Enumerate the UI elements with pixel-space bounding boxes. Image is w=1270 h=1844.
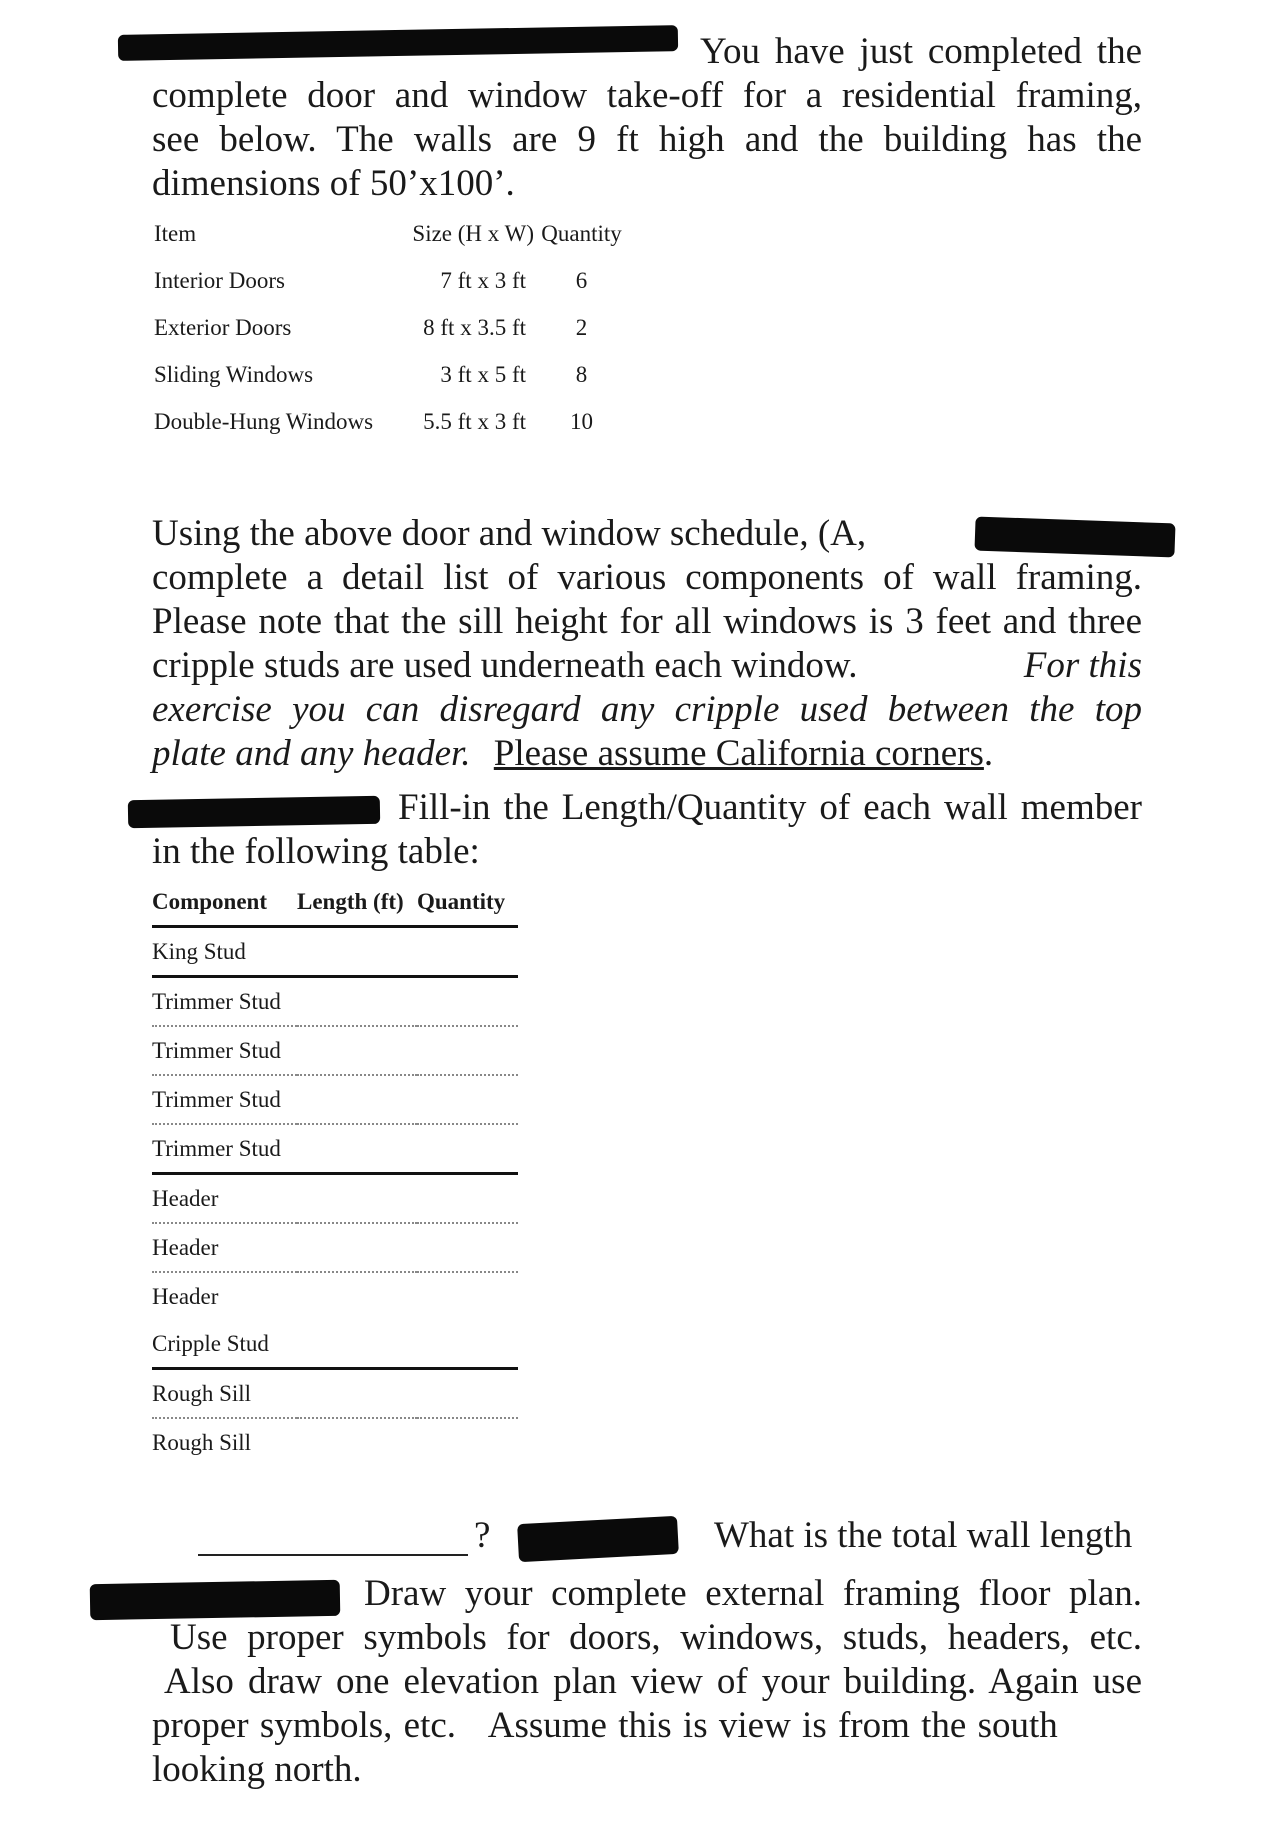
fill-line-1: Fill-in the Length/Quantity of each wall member (398, 787, 1142, 828)
schedule-size: 5.5 ft x 3 ft (423, 408, 526, 434)
instructions-period: . (983, 733, 994, 774)
schedule-item: Double-Hung Windows (154, 408, 374, 434)
intro-line-1: You have just completed the (700, 31, 1142, 72)
schedule-item: Exterior Doors (154, 314, 292, 340)
components-row (152, 1174, 518, 1224)
california-corners-note: Please assume California corners (493, 733, 984, 774)
components-table (152, 878, 518, 1466)
draw-line-5: looking north. (152, 1749, 362, 1790)
component-quantity-cell[interactable] (417, 1075, 518, 1124)
draw-line-2: Use proper symbols for doors, windows, studs, headers, etc. (170, 1617, 1142, 1658)
draw-line-4: proper symbols, etc. Assume this is view is from the south (152, 1705, 1058, 1746)
intro-line-3: see below. The walls are 9 ft high and the building has the (152, 119, 1142, 160)
component-name: Header (152, 1223, 297, 1272)
component-length-cell[interactable] (297, 927, 417, 977)
components-header-quantity: Quantity (417, 878, 518, 927)
component-quantity-cell[interactable] (417, 1418, 518, 1466)
schedule-header-size: Size (H x W) (412, 220, 534, 246)
schedule-row (154, 304, 629, 351)
instructions-line-1: Using the above door and window schedule, (A, (152, 513, 867, 554)
door-window-schedule (154, 210, 629, 445)
instructions-line-4b: For this (1023, 645, 1142, 686)
component-name: King Stud (152, 927, 297, 977)
component-length-cell[interactable] (297, 1026, 417, 1075)
schedule-header-row (154, 210, 629, 257)
answer-blank-line[interactable] (198, 1520, 468, 1556)
redaction-mark (128, 796, 380, 828)
redaction-mark (974, 517, 1175, 558)
components-row (152, 977, 518, 1027)
instructions-line-4a: cripple studs are used underneath each window. (152, 645, 858, 686)
instructions-line-2: complete a detail list of various components of wall framing. (152, 557, 1142, 598)
components-row (152, 1124, 518, 1174)
components-row (152, 1075, 518, 1124)
component-name: Trimmer Stud (152, 1124, 297, 1174)
component-quantity-cell[interactable] (417, 1026, 518, 1075)
schedule-quantity: 6 (575, 267, 588, 293)
component-length-cell[interactable] (297, 1124, 417, 1174)
component-quantity-cell[interactable] (417, 977, 518, 1027)
components-row (152, 1026, 518, 1075)
schedule-header-quantity: Quantity (541, 220, 622, 246)
component-length-cell[interactable] (297, 1369, 417, 1419)
component-length-cell[interactable] (297, 1223, 417, 1272)
component-quantity-cell[interactable] (417, 1369, 518, 1419)
redaction-mark (90, 1580, 341, 1620)
redaction-mark (118, 25, 678, 61)
component-quantity-cell[interactable] (417, 1174, 518, 1224)
component-length-cell[interactable] (297, 1272, 417, 1320)
component-name: Header (152, 1174, 297, 1224)
component-name: Rough Sill (152, 1429, 252, 1455)
components-row (152, 1369, 518, 1419)
schedule-quantity: 2 (575, 314, 588, 340)
question-prefix: ? (474, 1515, 491, 1556)
components-row (152, 1320, 518, 1369)
components-row (152, 1272, 518, 1320)
instructions-line-4 (152, 644, 1142, 688)
component-name: Cripple Stud (152, 1320, 297, 1369)
component-length-cell[interactable] (297, 1075, 417, 1124)
components-row (152, 1418, 518, 1466)
instructions-line-6a: plate and any header. (152, 733, 471, 774)
schedule-size: 3 ft x 5 ft (440, 361, 526, 387)
fill-line-2: in the following table: (152, 831, 480, 872)
schedule-quantity: 8 (575, 361, 588, 387)
instructions-line-6 (152, 732, 1142, 776)
component-name: Trimmer Stud (152, 1026, 297, 1075)
components-header-row (152, 878, 518, 927)
instructions-line-3: Please note that the sill height for all windows is 3 feet and three (152, 601, 1142, 642)
intro-line-2: complete door and window take-off for a residential framing, (152, 75, 1142, 116)
component-length-cell[interactable] (297, 1320, 417, 1369)
component-length-cell[interactable] (297, 1418, 417, 1466)
component-length-cell[interactable] (297, 1174, 417, 1224)
draw-line-1: Draw your complete external framing floor plan. (364, 1573, 1142, 1614)
component-quantity-cell[interactable] (417, 1272, 518, 1320)
components-header-component: Component (152, 878, 297, 927)
component-quantity-cell[interactable] (417, 1320, 518, 1369)
component-quantity-cell[interactable] (417, 927, 518, 977)
component-name: Trimmer Stud (152, 1075, 297, 1124)
schedule-size: 7 ft x 3 ft (440, 267, 526, 293)
components-row (152, 1223, 518, 1272)
component-quantity-cell[interactable] (417, 1124, 518, 1174)
schedule-row (154, 257, 629, 304)
schedule-size: 8 ft x 3.5 ft (423, 314, 526, 340)
component-length-cell[interactable] (297, 977, 417, 1027)
components-header-length: Length (ft) (297, 878, 417, 927)
component-name: Header (152, 1283, 219, 1309)
redaction-mark (517, 1516, 679, 1562)
intro-line-4: dimensions of 50’x100’. (152, 163, 515, 204)
schedule-quantity: 10 (570, 408, 593, 434)
question-text: What is the total wall length (714, 1515, 1133, 1556)
schedule-row (154, 398, 629, 445)
component-name: Trimmer Stud (152, 977, 297, 1027)
component-name: Rough Sill (152, 1369, 297, 1419)
instructions-line-5: exercise you can disregard any cripple used between the top (152, 689, 1142, 730)
components-row (152, 927, 518, 977)
schedule-row (154, 351, 629, 398)
draw-line-3: Also draw one elevation plan view of your building. Again use (164, 1661, 1142, 1702)
schedule-item: Interior Doors (154, 267, 285, 293)
schedule-item: Sliding Windows (154, 361, 314, 387)
schedule-header-item: Item (154, 220, 197, 246)
component-quantity-cell[interactable] (417, 1223, 518, 1272)
